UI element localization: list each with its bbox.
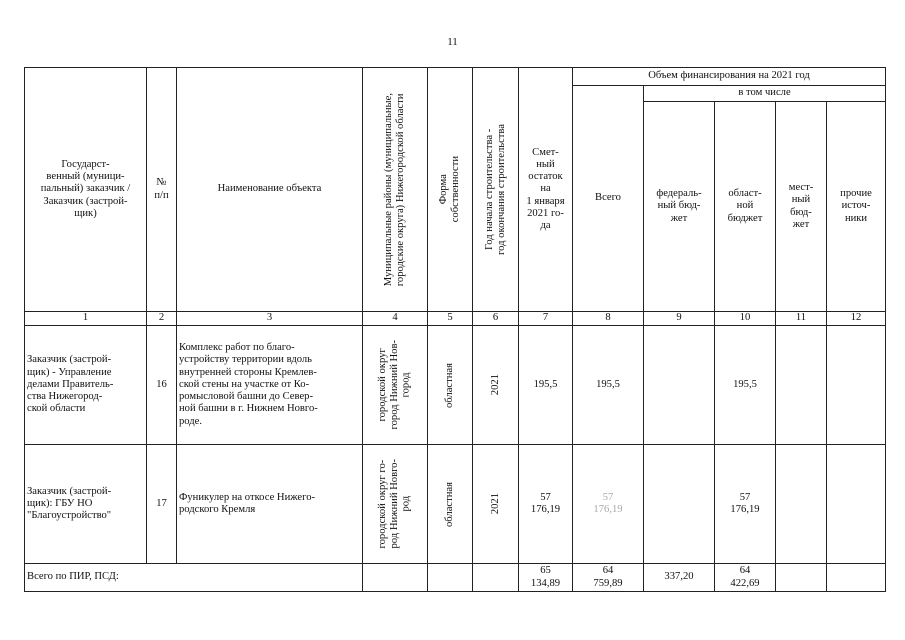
column-number: 10: [715, 312, 776, 326]
header-including: в том числе: [644, 86, 886, 102]
header-federal-budget: федераль- ный бюд- жет: [644, 102, 715, 312]
totals-years: [473, 564, 519, 592]
row-regional-budget: 57 176,19: [715, 445, 776, 564]
row-local-budget: [776, 326, 827, 445]
totals-local-budget: [776, 564, 827, 592]
row-local-budget: [776, 445, 827, 564]
header-total: Всего: [573, 86, 644, 312]
row-years: 2021: [473, 326, 519, 445]
header-regional-budget: област- ной бюджет: [715, 102, 776, 312]
column-number: 5: [428, 312, 473, 326]
row-other-sources: [827, 445, 886, 564]
header-years: Год начала строительства - год окончания строительства: [473, 68, 519, 312]
row-ownership: областная: [428, 445, 473, 564]
row-object-name: Комплекс работ по благо- устройству территории вдоль внутренней стороны Кремлев- ской стены на участке от Ко- ромысловой башни до Север- ной башни в г. Нижнем Новго- роде.: [177, 326, 363, 445]
column-number: 2: [147, 312, 177, 326]
column-number: 11: [776, 312, 827, 326]
row-total: 195,5: [573, 326, 644, 445]
row-number: 16: [147, 326, 177, 445]
totals-ownership: [428, 564, 473, 592]
totals-federal-budget: 337,20: [644, 564, 715, 592]
row-ownership: областная: [428, 326, 473, 445]
row-other-sources: [827, 326, 886, 445]
row-district: городской округ город Нижний Нов- город: [363, 326, 428, 445]
header-customer: Государст- венный (муници- пальный) заказчик / Заказчик (застрой- щик): [25, 68, 147, 312]
row-customer: Заказчик (застрой- щик): ГБУ НО "Благоустройство": [25, 445, 147, 564]
column-number-row: [25, 312, 886, 326]
table-row: [25, 326, 886, 445]
column-number: 12: [827, 312, 886, 326]
header-funding-2021: Объем финансирования на 2021 год: [573, 68, 886, 86]
row-district: городской округ го- род Нижний Новго- род: [363, 445, 428, 564]
column-number: 3: [177, 312, 363, 326]
totals-regional-budget: 64 422,69: [715, 564, 776, 592]
column-number: 6: [473, 312, 519, 326]
column-number: 4: [363, 312, 428, 326]
row-object-name: Фуникулер на откосе Нижего- родского Кремля: [177, 445, 363, 564]
row-total: 57 176,19: [573, 445, 644, 564]
totals-district: [363, 564, 428, 592]
table-row: [25, 445, 886, 564]
totals-other-sources: [827, 564, 886, 592]
header-local-budget: мест- ный бюд- жет: [776, 102, 827, 312]
totals-row: [25, 564, 886, 592]
column-number: 1: [25, 312, 147, 326]
totals-total: 64 759,89: [573, 564, 644, 592]
row-number: 17: [147, 445, 177, 564]
totals-estimate-balance: 65 134,89: [519, 564, 573, 592]
header-ownership: Форма собственности: [428, 68, 473, 312]
header-other-sources: прочие источ- ники: [827, 102, 886, 312]
row-estimate-balance: 57 176,19: [519, 445, 573, 564]
financing-table: [24, 67, 886, 592]
row-federal-budget: [644, 326, 715, 445]
header-number: № п/п: [147, 68, 177, 312]
row-regional-budget: 195,5: [715, 326, 776, 445]
page-number: 11: [447, 36, 458, 48]
row-estimate-balance: 195,5: [519, 326, 573, 445]
totals-label: Всего по ПИР, ПСД:: [25, 564, 363, 592]
column-number: 9: [644, 312, 715, 326]
header-object-name: Наименование объекта: [177, 68, 363, 312]
header-estimate-balance: Смет- ный остаток на 1 января 2021 го- да: [519, 68, 573, 312]
header-district: Муниципальные районы (муниципальные, городские округа) Нижегородской области: [363, 68, 428, 312]
row-years: 2021: [473, 445, 519, 564]
column-number: 7: [519, 312, 573, 326]
row-federal-budget: [644, 445, 715, 564]
row-customer: Заказчик (застрой- щик) - Управление делами Правитель- ства Нижегород- ской области: [25, 326, 147, 445]
header-row-1: [25, 68, 886, 86]
column-number: 8: [573, 312, 644, 326]
